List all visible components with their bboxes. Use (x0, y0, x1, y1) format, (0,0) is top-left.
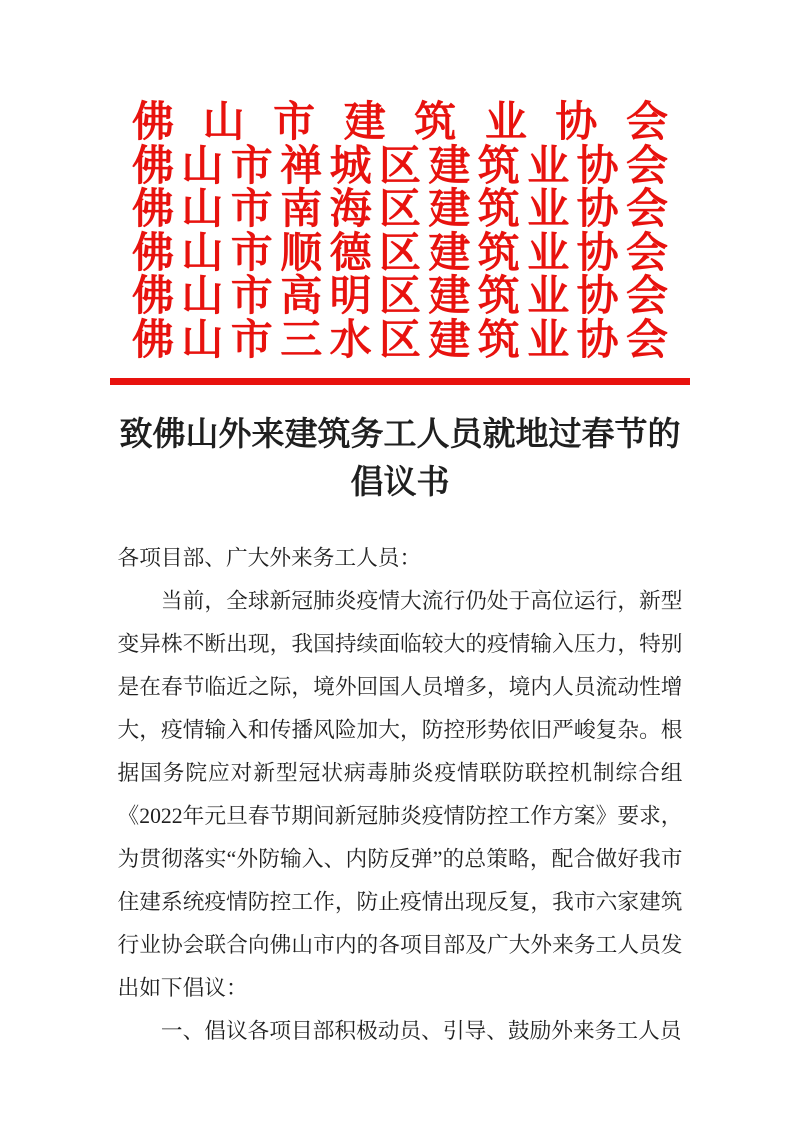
body-paragraph-1: 当前，全球新冠肺炎疫情大流行仍处于高位运行，新型变异株不断出现，我国持续面临较大的疫情输入压力，特别是在春节临近之际，境外回国人员增多，境内人员流动性增大，疫情输入和传播风险加大，防控形势依旧严峻复杂。根据国务院应对新型冠状病毒肺炎疫情联防联控机制综合组《2022年元旦春节期间新冠肺炎疫情防控工作方案》要求，为贯彻落实“外防输入、内防反弹”的总策略，配合做好我市住建系统疫情防控工作，防止疫情出现反复，我市六家建筑行业协会联合向佛山市内的各项目部及广大外来务工人员发出如下倡议： (117, 589, 683, 1000)
letterhead-org-line-6: 佛山市三水区建筑业协会 (132, 315, 668, 363)
letterhead-org-line-2: 佛山市禅城区建筑业协会 (132, 141, 668, 189)
letterhead-org-line-3: 佛山市南海区建筑业协会 (132, 185, 668, 232)
document-body (118, 537, 683, 1053)
body-paragraph-2: 一、倡议各项目部积极动员、引导、鼓励外来务工人员 (160, 1019, 682, 1043)
letterhead-divider-rule (110, 378, 690, 385)
letterhead-org-line-5: 佛山市高明区建筑业协会 (132, 272, 668, 319)
salutation: 各项目部、广大外来务工人员： (117, 546, 422, 570)
letterhead (132, 0, 668, 361)
document-content (0, 411, 800, 1053)
letterhead-org-line-1: 佛山市建筑业协会 (132, 98, 668, 145)
letterhead-org-line-4: 佛山市顺德区建筑业协会 (132, 228, 668, 276)
document-title: 致佛山外来建筑务工人员就地过春节的倡议书 (119, 417, 681, 501)
